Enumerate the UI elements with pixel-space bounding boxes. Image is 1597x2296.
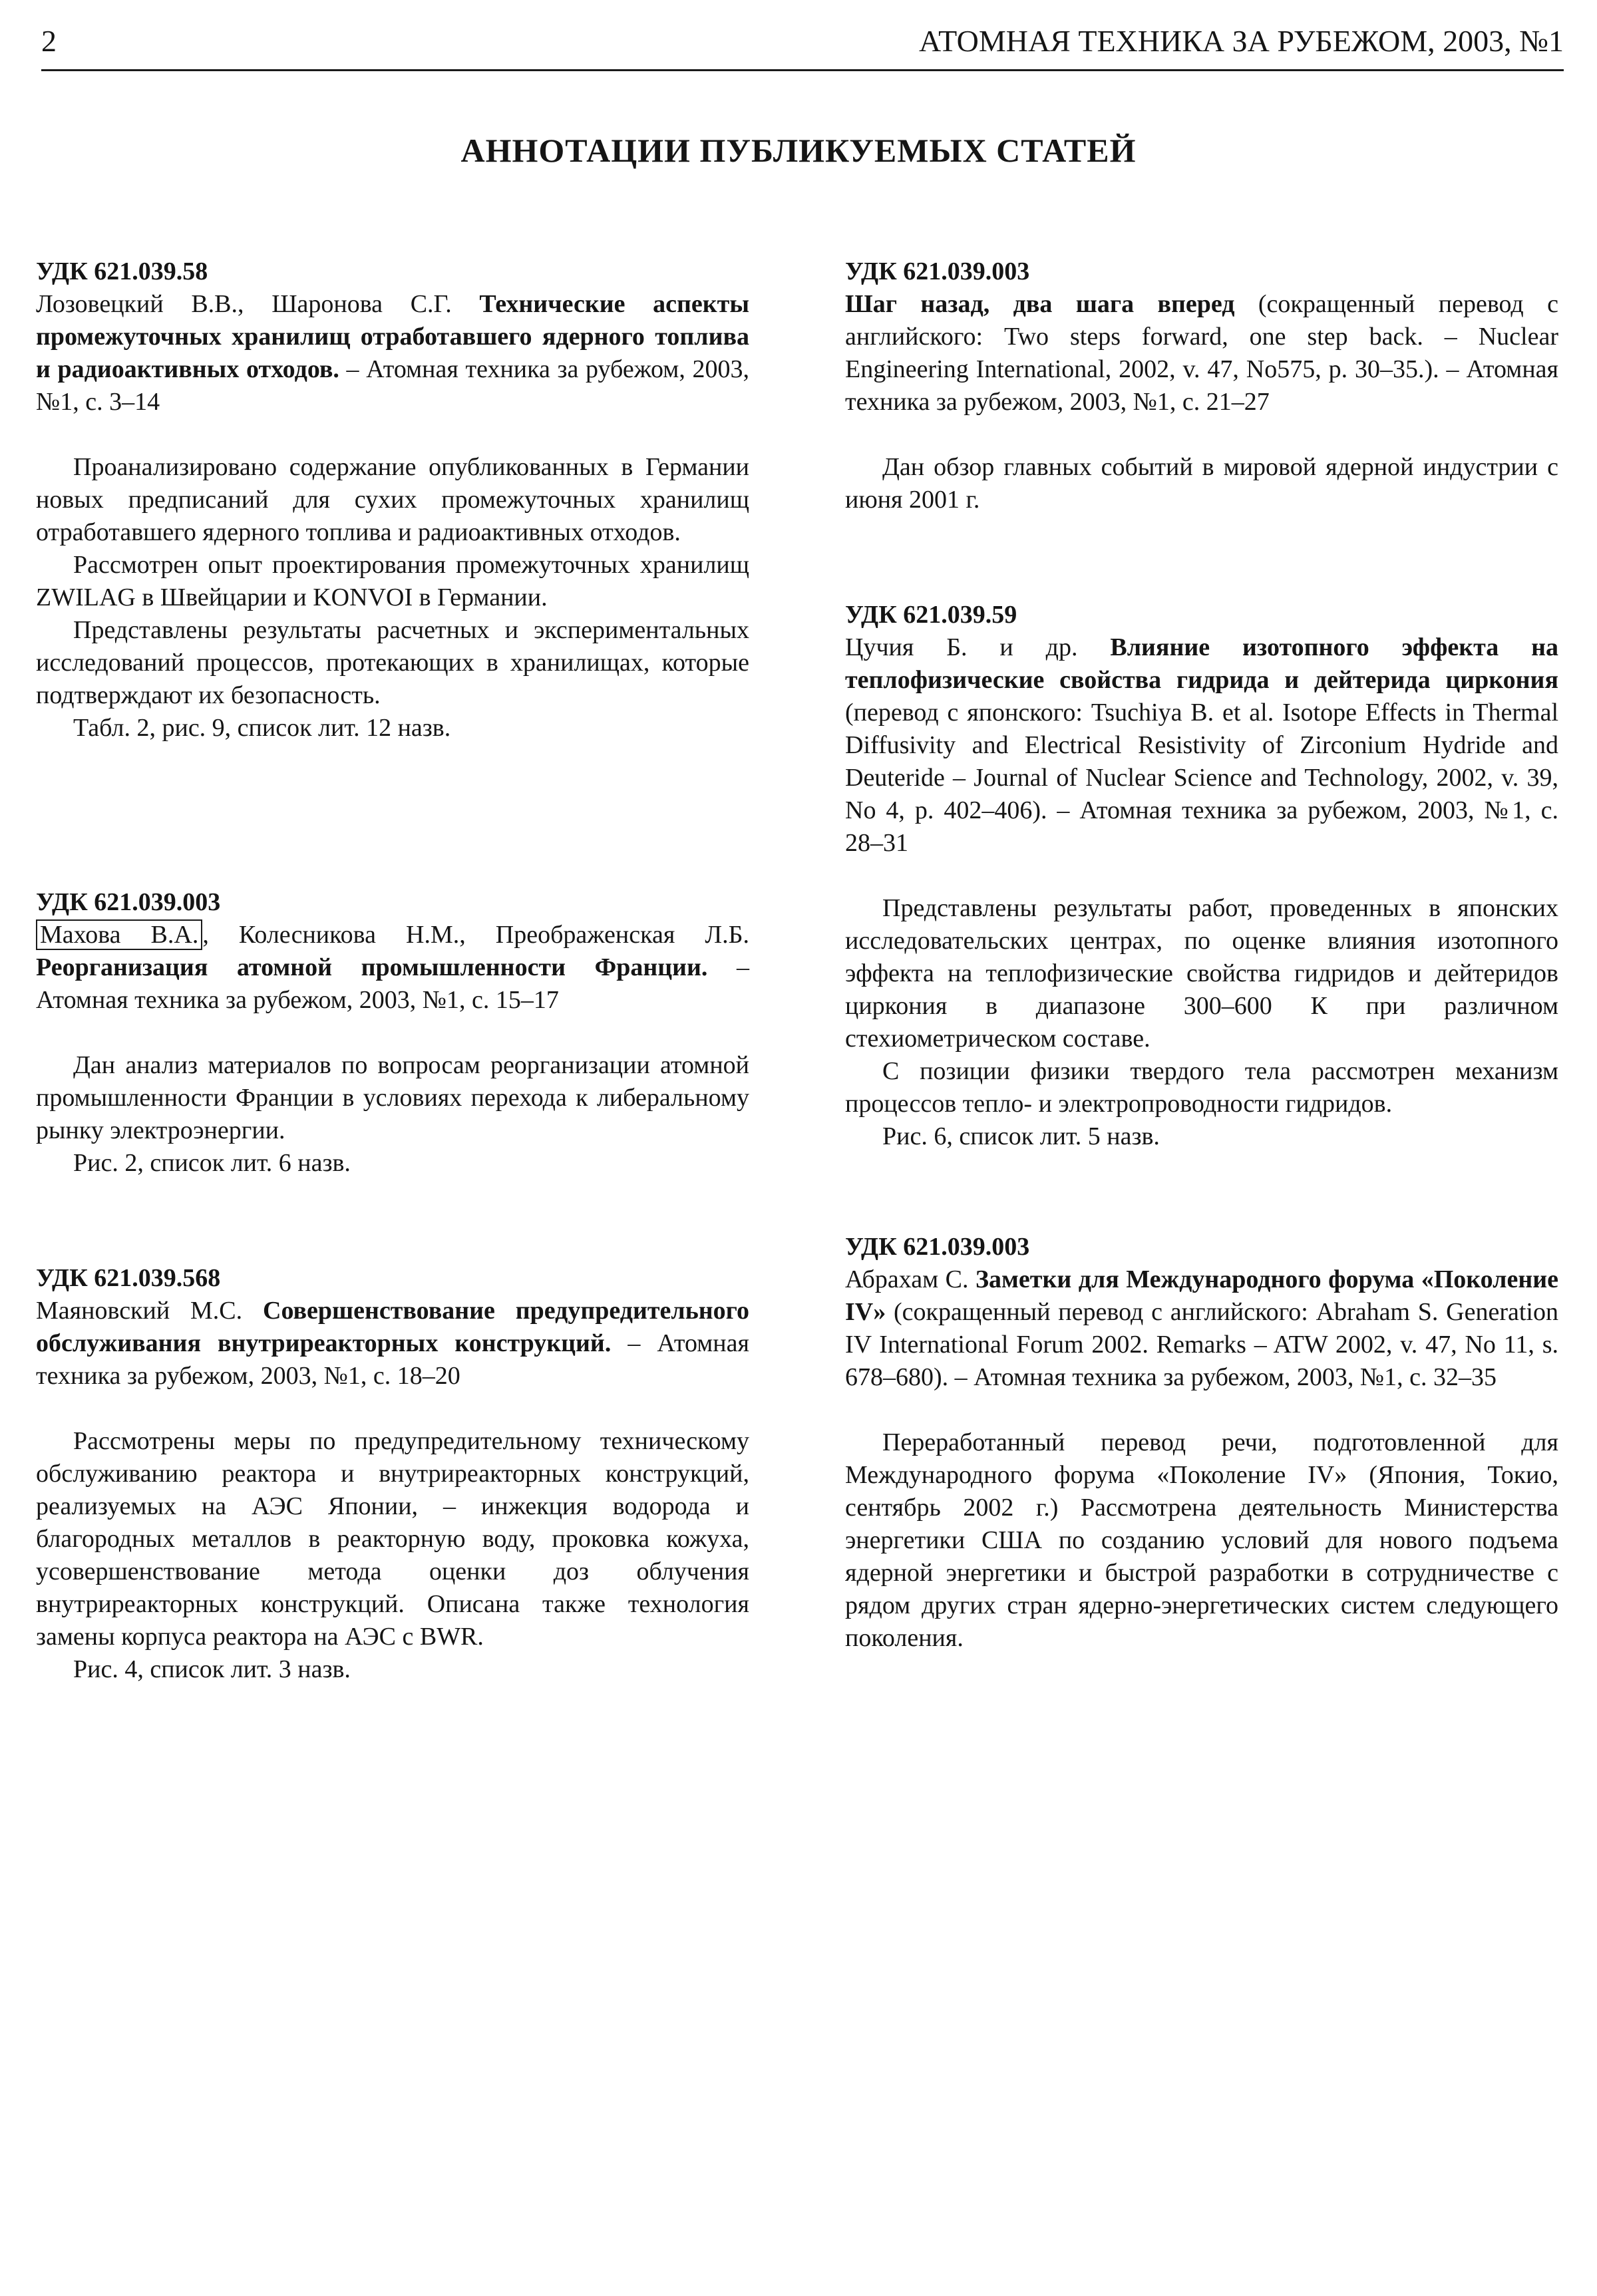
- abstract-paragraph: С позиции физики твердого тела рассмотрен механизм процессов тепло- и электропроводности гидридов.: [845, 1057, 1558, 1118]
- journal-running-title: АТОМНАЯ ТЕХНИКА ЗА РУБЕЖОМ, 2003, №1: [918, 24, 1564, 58]
- figures-references: Рис. 2, список лит. 6 назв.: [73, 1149, 351, 1177]
- abstract-paragraph: Дан обзор главных событий в мировой ядерной индустрии с июня 2001 г.: [845, 453, 1558, 514]
- abstract: [36, 1049, 749, 1180]
- article-title: Шаг назад, два шага вперед: [845, 290, 1235, 318]
- annotation-entry: [36, 255, 749, 744]
- citation: [845, 631, 1558, 860]
- citation: [36, 1295, 749, 1393]
- authors: , Колесникова Н.М., Преображенская Л.Б.: [202, 921, 749, 949]
- source: (сокращенный перевод с английского: Two steps forward, one step back. – Nuclear Engineering International, 2002, v. 47, No575, p. 30–35.). – Атомная техника за рубежом, 2003, №1, с. 21–27: [845, 290, 1559, 416]
- page-number: 2: [41, 24, 57, 58]
- annotation-entry: [845, 255, 1558, 516]
- abstract: [36, 451, 749, 744]
- figures-references: Рис. 6, список лит. 5 назв.: [882, 1122, 1160, 1150]
- header-rule: [41, 69, 1564, 71]
- page-title: АННОТАЦИИ ПУБЛИКУЕМЫХ СТАТЕЙ: [460, 132, 1137, 169]
- source: – Атомная техника за рубежом, 2003, №1, с. 18–20: [36, 1329, 749, 1390]
- udk-code: УДК 621.039.568: [36, 1264, 221, 1292]
- udk-code: УДК 621.039.58: [36, 257, 208, 285]
- udk-code: УДК 621.039.003: [845, 257, 1030, 285]
- abstract: [845, 892, 1558, 1153]
- udk-code: УДК 621.039.59: [845, 601, 1017, 629]
- abstract-paragraph: Проанализировано содержание опубликованных в Германии новых предписаний для сухих промежуточных хранилищ отработавшего ядерного топлива и радиоактивных отходов.: [36, 453, 749, 546]
- article-title: Технические аспекты промежуточных хранилищ отработавшего ядерного топлива и радиоактивных отходов.: [36, 290, 750, 383]
- udk-code: УДК 621.039.003: [845, 1233, 1030, 1261]
- annotation-entry: [845, 599, 1558, 1153]
- abstract-paragraph: Рассмотрены меры по предупредительному техническому обслуживанию реактора и внутриреакторных конструкций, реализуемых на АЭС Японии, – инжекция водорода и благородных металлов в реакторную воду, проковка кожуха, усовершенствование метода оценки доз облучения внутриреакторных конструкций. Описана также технология замены корпуса реактора на АЭС с BWR.: [36, 1427, 749, 1651]
- page-header: [41, 23, 1564, 60]
- source: (перевод с японского: Tsuchiya B. et al. Isotope Effects in Thermal Diffusivity and Electrical Resistivity of Zirconium Hydride and Deuteride – Journal of Nuclear Science and Technology, 2002, v. 39, No 4, p. 402–406). – Атомная техника за рубежом, 2003, №1, с. 28–31: [845, 699, 1558, 857]
- citation: [36, 919, 749, 1017]
- source: – Атомная техника за рубежом, 2003, №1, с. 15–17: [36, 953, 749, 1014]
- article-title: Влияние изотопного эффекта на теплофизические свойства гидрида и дейтерида циркония: [845, 633, 1559, 694]
- abstract-paragraph: Переработанный перевод речи, подготовленной для Международного форума «Поколение IV» (Япония, Токио, сентябрь 2002 г.) Рассмотрена деятельность Министерства энергетики США по созданию условий для нового подъема ядерной энергетики и быстрой разработки в сотрудничестве с рядом других стран ядерно-энергетических систем следующего поколения.: [845, 1428, 1558, 1652]
- abstract-paragraph: Представлены результаты расчетных и экспериментальных исследований процессов, протекающих в хранилищах, которые подтверждают их безопасность.: [36, 616, 749, 709]
- article-title: Совершенствование предупредительного обслуживания внутриреакторных конструкций.: [36, 1297, 749, 1357]
- figures-references: Рис. 4, список лит. 3 назв.: [73, 1655, 351, 1683]
- citation: [845, 1263, 1558, 1394]
- annotation-entry: [36, 1262, 749, 1686]
- annotation-entry: [36, 886, 749, 1180]
- abstract-paragraph: Рассмотрен опыт проектирования промежуточных хранилищ ZWILAG в Швейцарии и KONVOI в Германии.: [36, 551, 749, 611]
- citation: [36, 288, 749, 418]
- abstract: [845, 451, 1558, 516]
- source: – Атомная техника за рубежом, 2003, №1, с. 3–14: [36, 355, 749, 416]
- article-title: Реорганизация атомной промышленности Франции.: [36, 953, 708, 981]
- abstract-paragraph: Представлены результаты работ, проведенных в японских исследовательских центрах, по оценке влияния изотопного эффекта на теплофизические свойства гидридов и дейтеридов циркония в диапазоне 300–600 К при различном стехиометрическом составе.: [845, 894, 1558, 1053]
- abstract-paragraph: Дан анализ материалов по вопросам реорганизации атомной промышленности Франции в условиях перехода к либеральному рынку электроэнергии.: [36, 1051, 749, 1144]
- annotation-entry: [845, 1231, 1558, 1655]
- abstract: [36, 1425, 749, 1686]
- abstract: [845, 1426, 1558, 1655]
- citation: [845, 288, 1558, 418]
- authors: Лозовецкий В.В., Шаронова С.Г.: [36, 290, 452, 318]
- article-title: Заметки для Международного форума «Поколение IV»: [845, 1265, 1558, 1326]
- udk-code: УДК 621.039.003: [36, 888, 221, 916]
- boxed-author: Махова В.А.: [36, 919, 202, 950]
- authors: Абрахам С.: [845, 1265, 969, 1293]
- authors: Цучия Б. и др.: [845, 633, 1078, 661]
- figures-references: Табл. 2, рис. 9, список лит. 12 назв.: [73, 714, 451, 742]
- authors: Маяновский М.С.: [36, 1297, 243, 1325]
- source: (сокращенный перевод с английского: Abraham S. Generation IV International Forum 2002. Remarks – ATW 2002, v. 47, No 11, s. 678–680). – Атомная техника за рубежом, 2003, №1, с. 32–35: [845, 1298, 1558, 1391]
